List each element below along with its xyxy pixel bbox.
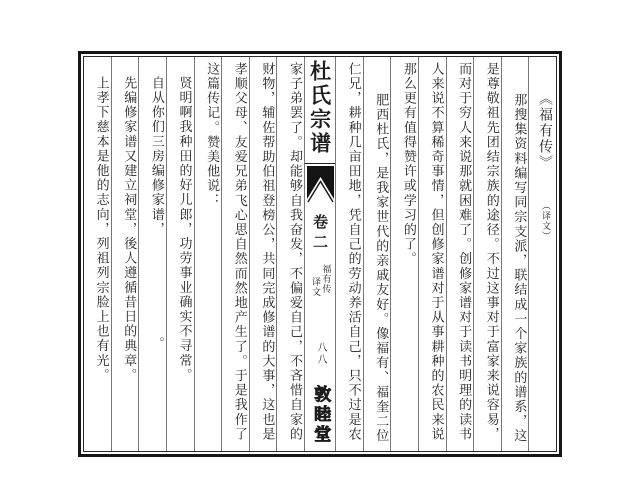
text-column: 肥西杜氏，是我家世代的亲戚友好。像福有、福奎二位 [363, 57, 391, 451]
text-column: 人来说不算稀奇事情，但创修家谱对于从事耕种的农民来说 [418, 57, 446, 451]
text-column: 而对于穷人来说那就困难了。创修家谱对于读书明理的读书 [446, 57, 474, 451]
section-note: （译文） [540, 200, 550, 241]
spine-section-note: 译文 [310, 277, 320, 297]
text-column: 那么更有值得赞许或学习的了。 [390, 57, 418, 451]
page-number: 八八 [315, 342, 326, 366]
text-column: 那搜集资料编写同宗支派，联结成一个家族的谱系，这 [501, 57, 529, 451]
spine-column [304, 57, 335, 451]
text-column [138, 57, 166, 451]
text-column: 贤明啊我种田的好儿郎，功劳事业确实不寻常。 [166, 57, 194, 451]
page-frame [78, 51, 562, 457]
volume-label: 卷二 [311, 214, 329, 254]
text-column: 仁兄，耕种几亩田地，凭自己的劳动养活自己，只不过是农 [335, 57, 363, 451]
spine-section-label [310, 264, 331, 320]
text-column: 这篇传记。赞美他说： [194, 57, 222, 451]
text-column: 上孝下慈本是他的志向，列祖列宗脸上也有光。 [93, 76, 109, 383]
text-column: 家子弟罢了。却能够自我奋发，不偏爱自己，不吝惜自家的 [276, 57, 304, 451]
text-column: 先编修家谱又建立祠堂，後人遵循昔日的典章。 [111, 57, 139, 451]
blank-gap [155, 237, 156, 337]
text-column: 是尊敬祖先团结宗族的途径。不过这事对于富家来说容易， [473, 57, 501, 451]
fishtail-icon [305, 163, 335, 204]
text-column-segment: 自从你们三房编修家谱， [148, 76, 164, 237]
page-inner-border [83, 56, 557, 452]
text-column: 孝顺父母、友爱兄弟飞心思自然而然地产生了。于是我作了 [221, 57, 249, 451]
section-header-column [528, 57, 556, 451]
book-title: 杜氏宗谱 [307, 60, 333, 156]
hall-name: 敦睦堂 [310, 385, 331, 445]
spine-section-title: 福有传 [320, 264, 331, 294]
section-title: 《福有传》 [537, 91, 553, 171]
text-column: 财物，辅佐帮助伯祖登榜公，共同完成修谱的大事，这也是 [249, 57, 277, 451]
text-column-trailing-period: 。 [148, 336, 164, 352]
